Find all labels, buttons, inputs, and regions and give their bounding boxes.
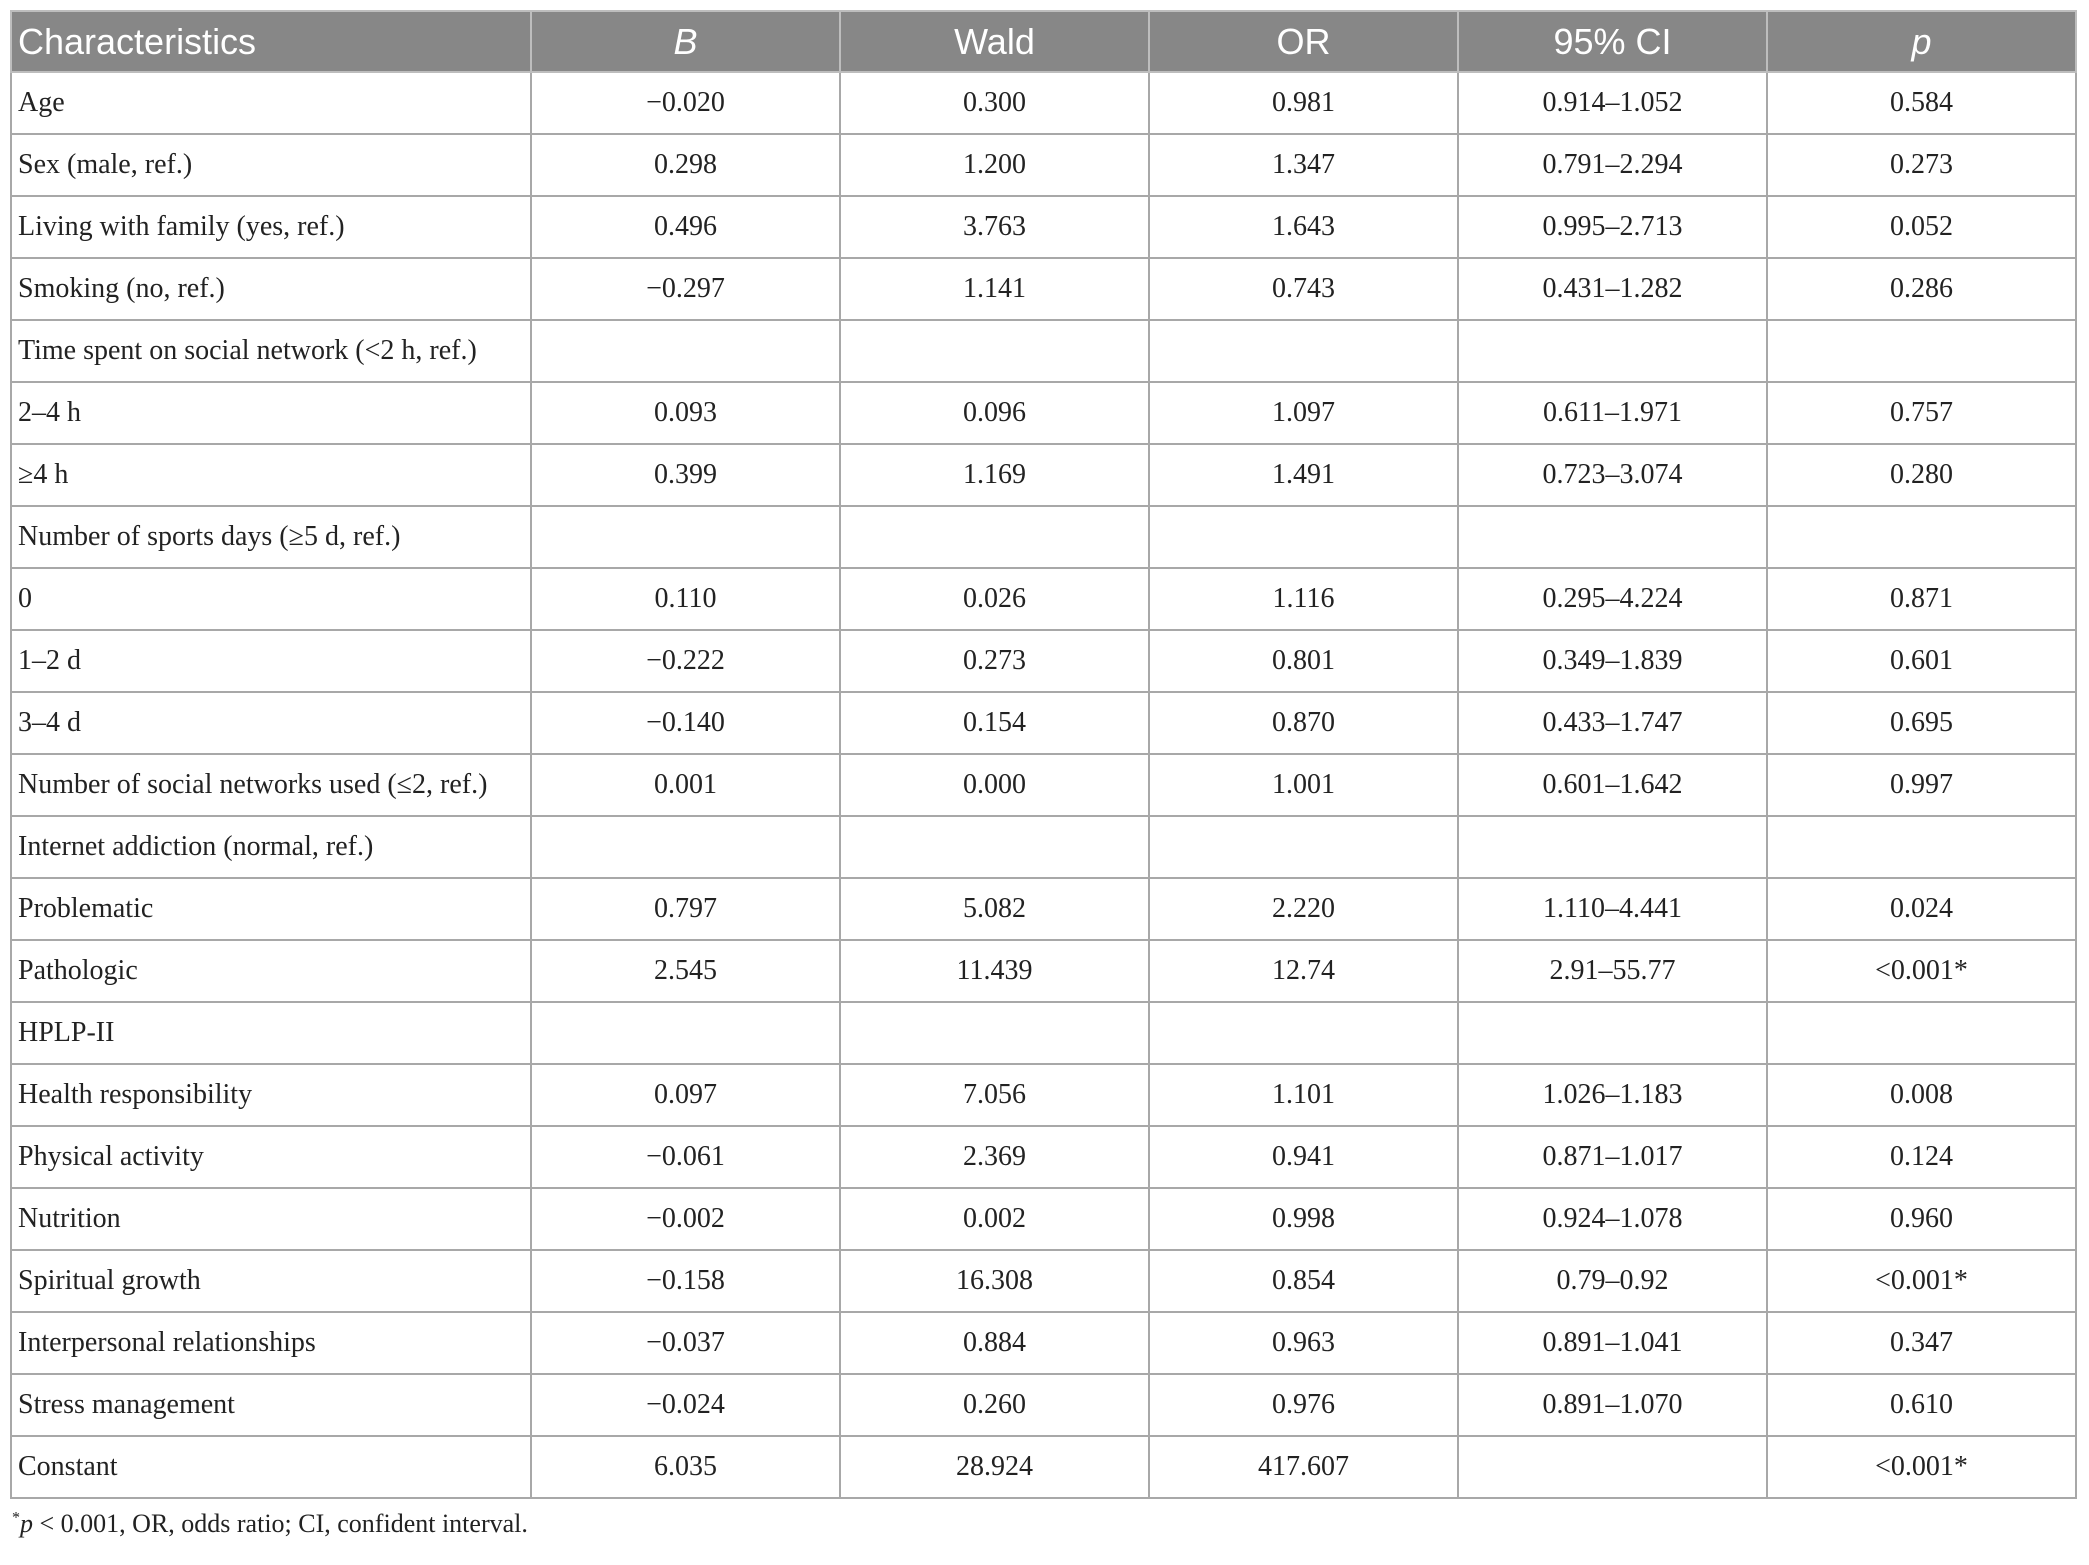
cell-ci: 1.026–1.183 [1458, 1064, 1767, 1126]
cell-or: 0.743 [1149, 258, 1458, 320]
cell-characteristic: 0 [11, 568, 531, 630]
cell-ci [1458, 1002, 1767, 1064]
cell-p: <0.001* [1767, 940, 2076, 1002]
cell-b: −0.140 [531, 692, 840, 754]
cell-ci: 0.995–2.713 [1458, 196, 1767, 258]
cell-p [1767, 320, 2076, 382]
cell-ci: 0.914–1.052 [1458, 72, 1767, 134]
cell-b: 0.496 [531, 196, 840, 258]
cell-p: 0.871 [1767, 568, 2076, 630]
cell-p: 0.997 [1767, 754, 2076, 816]
cell-p: 0.584 [1767, 72, 2076, 134]
cell-b [531, 320, 840, 382]
cell-characteristic: Problematic [11, 878, 531, 940]
cell-characteristic: Stress management [11, 1374, 531, 1436]
cell-p: 0.610 [1767, 1374, 2076, 1436]
table-row [11, 134, 2076, 196]
cell-or: 0.941 [1149, 1126, 1458, 1188]
cell-wald: 2.369 [840, 1126, 1149, 1188]
cell-ci: 0.871–1.017 [1458, 1126, 1767, 1188]
footnote-text: < 0.001, OR, odds ratio; CI, confident interval. [33, 1509, 528, 1538]
table-row [11, 1188, 2076, 1250]
table-row [11, 258, 2076, 320]
cell-characteristic: Constant [11, 1436, 531, 1498]
cell-ci: 0.611–1.971 [1458, 382, 1767, 444]
cell-or: 0.963 [1149, 1312, 1458, 1374]
table-row [11, 1002, 2076, 1064]
cell-or: 0.870 [1149, 692, 1458, 754]
cell-characteristic: Sex (male, ref.) [11, 134, 531, 196]
cell-characteristic: Smoking (no, ref.) [11, 258, 531, 320]
cell-b [531, 816, 840, 878]
table-row [11, 382, 2076, 444]
cell-p: 0.008 [1767, 1064, 2076, 1126]
cell-or: 1.101 [1149, 1064, 1458, 1126]
header-ci: 95% CI [1458, 11, 1767, 72]
cell-ci: 0.431–1.282 [1458, 258, 1767, 320]
table-row [11, 568, 2076, 630]
table-container [10, 10, 2077, 1539]
cell-wald: 0.884 [840, 1312, 1149, 1374]
cell-characteristic: HPLP-II [11, 1002, 531, 1064]
cell-or: 0.981 [1149, 72, 1458, 134]
cell-p: 0.124 [1767, 1126, 2076, 1188]
cell-ci: 0.891–1.041 [1458, 1312, 1767, 1374]
cell-p: 0.757 [1767, 382, 2076, 444]
table-header [11, 11, 2076, 72]
cell-or: 1.491 [1149, 444, 1458, 506]
cell-p: 0.347 [1767, 1312, 2076, 1374]
cell-wald: 11.439 [840, 940, 1149, 1002]
cell-wald: 28.924 [840, 1436, 1149, 1498]
table-row [11, 878, 2076, 940]
cell-p: <0.001* [1767, 1436, 2076, 1498]
cell-ci: 1.110–4.441 [1458, 878, 1767, 940]
cell-or: 0.998 [1149, 1188, 1458, 1250]
cell-wald: 0.273 [840, 630, 1149, 692]
cell-p [1767, 1002, 2076, 1064]
cell-b: 0.093 [531, 382, 840, 444]
table-body [11, 72, 2076, 1498]
cell-or: 1.643 [1149, 196, 1458, 258]
table-row [11, 692, 2076, 754]
cell-ci: 0.601–1.642 [1458, 754, 1767, 816]
cell-characteristic: Number of social networks used (≤2, ref.) [11, 754, 531, 816]
cell-ci: 0.295–4.224 [1458, 568, 1767, 630]
cell-b [531, 506, 840, 568]
table-row [11, 506, 2076, 568]
table-row [11, 940, 2076, 1002]
cell-p: 0.280 [1767, 444, 2076, 506]
table-row [11, 1312, 2076, 1374]
cell-wald: 5.082 [840, 878, 1149, 940]
cell-characteristic: Physical activity [11, 1126, 531, 1188]
cell-characteristic: Number of sports days (≥5 d, ref.) [11, 506, 531, 568]
cell-or [1149, 506, 1458, 568]
cell-b: −0.297 [531, 258, 840, 320]
cell-ci: 0.891–1.070 [1458, 1374, 1767, 1436]
header-characteristics: Characteristics [11, 11, 531, 72]
cell-wald: 0.154 [840, 692, 1149, 754]
cell-or: 1.001 [1149, 754, 1458, 816]
cell-wald [840, 1002, 1149, 1064]
cell-or [1149, 1002, 1458, 1064]
cell-wald [840, 320, 1149, 382]
header-row [11, 11, 2076, 72]
table-row [11, 1250, 2076, 1312]
cell-b: −0.020 [531, 72, 840, 134]
cell-p: 0.052 [1767, 196, 2076, 258]
cell-p: 0.960 [1767, 1188, 2076, 1250]
cell-ci: 0.349–1.839 [1458, 630, 1767, 692]
cell-or: 1.116 [1149, 568, 1458, 630]
cell-wald: 7.056 [840, 1064, 1149, 1126]
cell-or: 1.097 [1149, 382, 1458, 444]
header-wald: Wald [840, 11, 1149, 72]
cell-characteristic: Interpersonal relationships [11, 1312, 531, 1374]
cell-or [1149, 320, 1458, 382]
cell-ci: 0.791–2.294 [1458, 134, 1767, 196]
cell-or: 417.607 [1149, 1436, 1458, 1498]
header-p: p [1767, 11, 2076, 72]
footnote-p-symbol: p [20, 1509, 33, 1538]
cell-characteristic: Spiritual growth [11, 1250, 531, 1312]
cell-wald: 1.141 [840, 258, 1149, 320]
table-row [11, 754, 2076, 816]
cell-b: 0.399 [531, 444, 840, 506]
cell-b: −0.002 [531, 1188, 840, 1250]
cell-characteristic: Living with family (yes, ref.) [11, 196, 531, 258]
cell-wald: 0.000 [840, 754, 1149, 816]
cell-ci: 0.924–1.078 [1458, 1188, 1767, 1250]
table-row [11, 196, 2076, 258]
cell-ci [1458, 1436, 1767, 1498]
header-b: B [531, 11, 840, 72]
cell-or: 0.854 [1149, 1250, 1458, 1312]
cell-characteristic: ≥4 h [11, 444, 531, 506]
cell-b: −0.158 [531, 1250, 840, 1312]
cell-b: −0.037 [531, 1312, 840, 1374]
table-row [11, 72, 2076, 134]
table-row [11, 1374, 2076, 1436]
cell-characteristic: Time spent on social network (<2 h, ref.) [11, 320, 531, 382]
cell-ci: 2.91–55.77 [1458, 940, 1767, 1002]
table-row [11, 1126, 2076, 1188]
cell-ci [1458, 506, 1767, 568]
cell-b: −0.222 [531, 630, 840, 692]
cell-p: 0.286 [1767, 258, 2076, 320]
table-row [11, 816, 2076, 878]
cell-or: 2.220 [1149, 878, 1458, 940]
cell-b [531, 1002, 840, 1064]
cell-b: 0.001 [531, 754, 840, 816]
header-or: OR [1149, 11, 1458, 72]
cell-p: 0.024 [1767, 878, 2076, 940]
cell-p: 0.273 [1767, 134, 2076, 196]
cell-wald: 0.002 [840, 1188, 1149, 1250]
cell-ci [1458, 320, 1767, 382]
cell-b: 0.097 [531, 1064, 840, 1126]
footnote-marker: * [12, 1509, 20, 1527]
cell-p: 0.601 [1767, 630, 2076, 692]
cell-ci: 0.79–0.92 [1458, 1250, 1767, 1312]
cell-b: 2.545 [531, 940, 840, 1002]
cell-or: 1.347 [1149, 134, 1458, 196]
cell-or: 0.801 [1149, 630, 1458, 692]
cell-b: −0.061 [531, 1126, 840, 1188]
cell-or [1149, 816, 1458, 878]
cell-p [1767, 506, 2076, 568]
cell-wald: 0.300 [840, 72, 1149, 134]
table-row [11, 1436, 2076, 1498]
cell-wald: 3.763 [840, 196, 1149, 258]
cell-characteristic: Pathologic [11, 940, 531, 1002]
cell-wald: 0.260 [840, 1374, 1149, 1436]
cell-b: 0.110 [531, 568, 840, 630]
cell-or: 12.74 [1149, 940, 1458, 1002]
cell-wald [840, 816, 1149, 878]
cell-ci: 0.723–3.074 [1458, 444, 1767, 506]
cell-wald: 16.308 [840, 1250, 1149, 1312]
cell-wald: 0.096 [840, 382, 1149, 444]
cell-or: 0.976 [1149, 1374, 1458, 1436]
cell-ci: 0.433–1.747 [1458, 692, 1767, 754]
cell-ci [1458, 816, 1767, 878]
cell-characteristic: 3–4 d [11, 692, 531, 754]
cell-characteristic: Age [11, 72, 531, 134]
cell-characteristic: 1–2 d [11, 630, 531, 692]
cell-wald: 1.200 [840, 134, 1149, 196]
cell-wald: 0.026 [840, 568, 1149, 630]
regression-table [10, 10, 2077, 1499]
cell-characteristic: Internet addiction (normal, ref.) [11, 816, 531, 878]
cell-characteristic: Nutrition [11, 1188, 531, 1250]
cell-p [1767, 816, 2076, 878]
table-footnote [10, 1509, 2077, 1539]
cell-wald [840, 506, 1149, 568]
cell-b: 0.797 [531, 878, 840, 940]
cell-p: 0.695 [1767, 692, 2076, 754]
table-row [11, 320, 2076, 382]
cell-characteristic: 2–4 h [11, 382, 531, 444]
cell-b: 0.298 [531, 134, 840, 196]
table-row [11, 1064, 2076, 1126]
cell-characteristic: Health responsibility [11, 1064, 531, 1126]
cell-p: <0.001* [1767, 1250, 2076, 1312]
cell-wald: 1.169 [840, 444, 1149, 506]
table-row [11, 444, 2076, 506]
table-row [11, 630, 2076, 692]
cell-b: −0.024 [531, 1374, 840, 1436]
cell-b: 6.035 [531, 1436, 840, 1498]
